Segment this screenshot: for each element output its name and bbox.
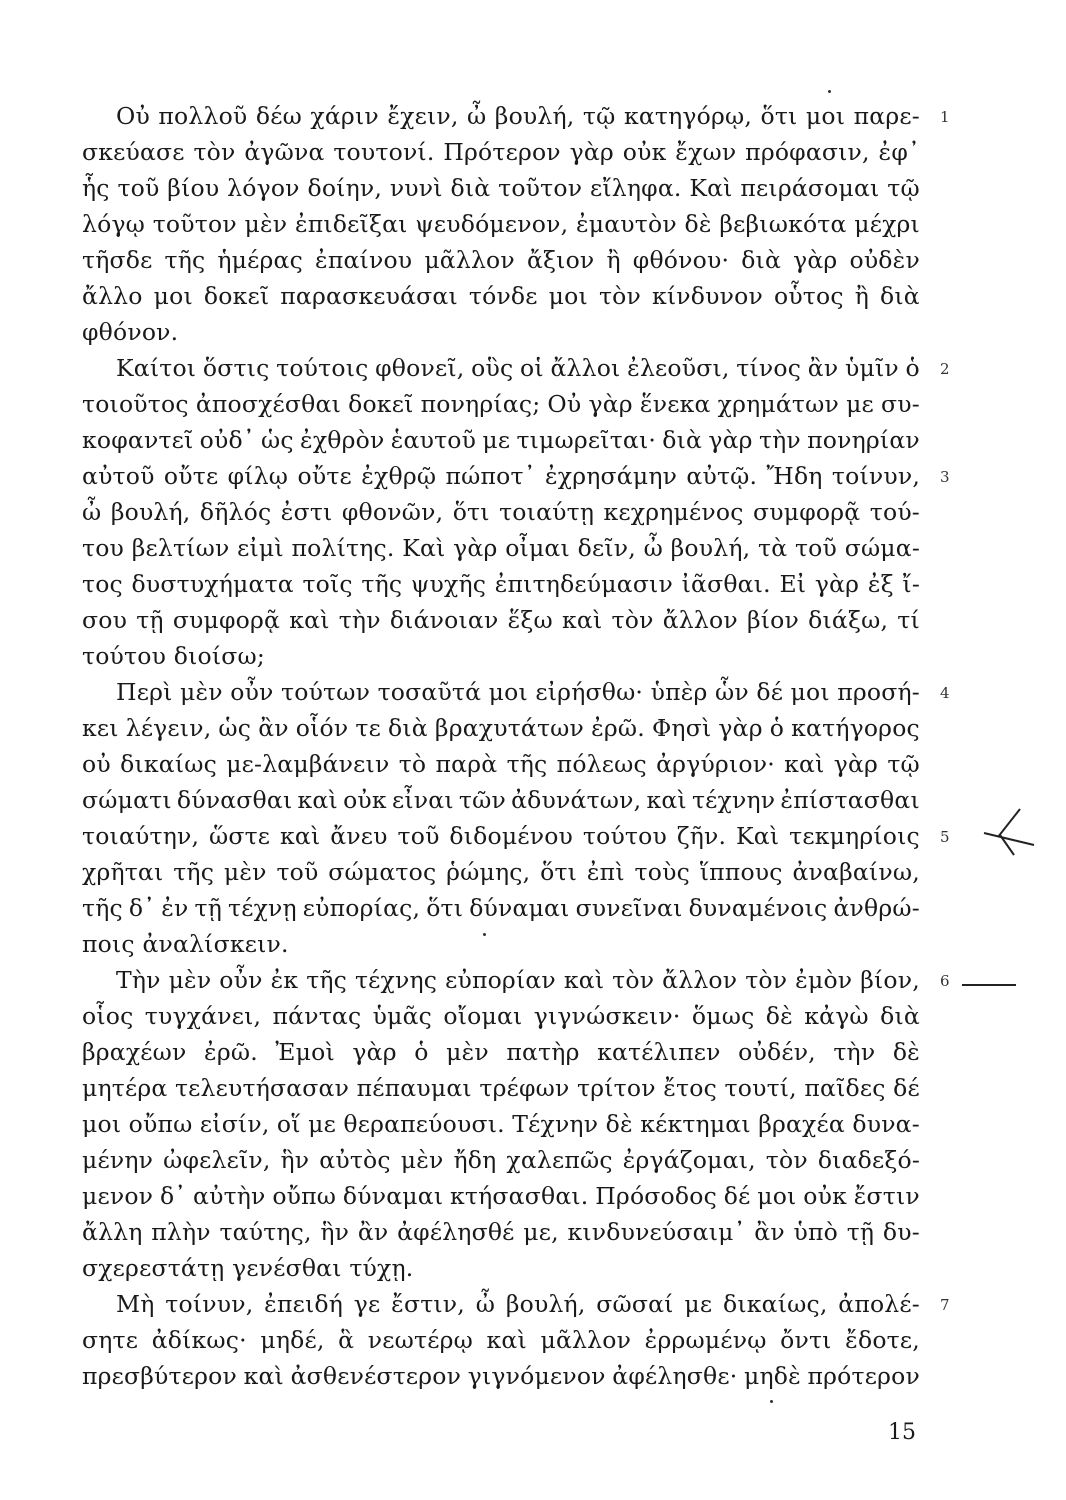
text-line: σχερεστάτῃ γενέσθαι τύχῃ.: [82, 1254, 414, 1282]
text-line: μοι οὔπω εἰσίν, οἵ με θεραπεύουσι. Τέχνην δὲ κέκτημαι βραχέα δυνα-: [82, 1110, 920, 1138]
handwritten-cross-mark: [980, 805, 1040, 865]
page-number: 15: [888, 1420, 916, 1445]
greek-text-body: [82, 98, 920, 1394]
section-number-7: 7: [940, 1296, 950, 1314]
section-number-4: 4: [940, 684, 950, 702]
section-number-6: 6: [940, 972, 950, 990]
text-line: μένην ὠφελεῖν, ἣν αὐτὸς μὲν ἤδη χαλεπῶς ἐργάζομαι, τὸν διαδεξό-: [82, 1146, 920, 1174]
text-line: κει λέγειν, ὡς ἂν οἷόν τε διὰ βραχυτάτων ἐρῶ. Φησὶ γὰρ ὁ κατήγορος: [82, 714, 920, 742]
text-line: μητέρα τελευτήσασαν πέπαυμαι τρέφων τρίτον ἔτος τουτί, παῖδες δέ: [82, 1074, 920, 1102]
text-line: τούτου διοίσω;: [82, 642, 265, 670]
text-line: ποις ἀναλίσκειν.: [82, 930, 289, 958]
text-line: Τὴν μὲν οὖν ἐκ τῆς τέχνης εὐπορίαν καὶ τὸν ἄλλον τὸν ἐμὸν βίον,: [116, 966, 920, 994]
section-number-2: 2: [940, 360, 950, 378]
section-number-1: 1: [940, 108, 950, 126]
speck: [483, 933, 486, 936]
text-line: τος δυστυχήματα τοῖς τῆς ψυχῆς ἐπιτηδεύμασιν ἰᾶσθαι. Εἰ γὰρ ἐξ ἴ-: [82, 570, 920, 598]
text-line: τῆς δ᾽ ἐν τῇ τέχνῃ εὐπορίας, ὅτι δύναμαι συνεῖναι δυναμένοις ἀνθρώ-: [82, 894, 920, 922]
text-line: τοιοῦτος ἀποσχέσθαι δοκεῖ πονηρίας; Οὐ γὰρ ἕνεκα χρημάτων με συ-: [82, 390, 920, 418]
text-line: μενον δ᾽ αὐτὴν οὔπω δύναμαι κτήσασθαι. Πρόσοδος δέ μοι οὐκ ἔστιν: [82, 1182, 920, 1210]
handwritten-dash-mark: [962, 984, 1016, 986]
speck: [770, 1400, 773, 1403]
text-line: πρεσβύτερον καὶ ἀσθενέστερον γιγνόμενον ἀφέλησθε· μηδὲ πρότερον: [82, 1362, 920, 1390]
section-number-5: 5: [940, 828, 950, 846]
section-number-3: 3: [940, 468, 950, 486]
text-line: οἷος τυγχάνει, πάντας ὑμᾶς οἴομαι γιγνώσκειν· ὅμως δὲ κἀγὼ διὰ: [82, 1002, 920, 1030]
text-line: Οὐ πολλοῦ δέω χάριν ἔχειν, ὦ βουλή, τῷ κατηγόρῳ, ὅτι μοι παρε-: [116, 102, 920, 130]
text-line: ἄλλη πλὴν ταύτης, ἣν ἂν ἀφέλησθέ με, κινδυνεύσαιμ᾽ ἂν ὑπὸ τῇ δυ-: [82, 1218, 920, 1246]
text-line: Μὴ τοίνυν, ἐπειδή γε ἔστιν, ὦ βουλή, σῶσαί με δικαίως, ἀπολέ-: [116, 1290, 920, 1318]
text-line: σητε ἀδίκως· μηδέ, ἃ νεωτέρῳ καὶ μᾶλλον ἐρρωμένῳ ὄντι ἔδοτε,: [82, 1326, 920, 1354]
text-line: σώματι δύνασθαι καὶ οὐκ εἶναι τῶν ἀδυνάτων, καὶ τέχνην ἐπίστασθαι: [82, 786, 920, 814]
text-line: ἄλλο μοι δοκεῖ παρασκευάσαι τόνδε μοι τὸν κίνδυνον οὗτος ἢ διὰ: [82, 282, 920, 310]
text-line: Περὶ μὲν οὖν τούτων τοσαῦτά μοι εἰρήσθω· ὑπὲρ ὧν δέ μοι προσή-: [116, 678, 920, 706]
text-line: ὦ βουλή, δῆλός ἐστι φθονῶν, ὅτι τοιαύτῃ κεχρημένος συμφορᾷ τού-: [82, 498, 920, 526]
text-line: φθόνον.: [82, 318, 179, 346]
text-line: του βελτίων εἰμὶ πολίτης. Καὶ γὰρ οἶμαι δεῖν, ὦ βουλή, τὰ τοῦ σώμα-: [82, 534, 920, 562]
text-line: τῆσδε τῆς ἡμέρας ἐπαίνου μᾶλλον ἄξιον ἢ φθόνου· διὰ γὰρ οὐδὲν: [82, 246, 920, 274]
text-line: οὐ δικαίως με-λαμβάνειν τὸ παρὰ τῆς πόλεως ἀργύριον· καὶ γὰρ τῷ: [82, 750, 920, 778]
text-line: σου τῇ συμφορᾷ καὶ τὴν διάνοιαν ἕξω καὶ τὸν ἄλλον βίον διάξω, τί: [82, 606, 920, 634]
speck: [828, 90, 831, 93]
text-line: βραχέων ἐρῶ. Ἐμοὶ γὰρ ὁ μὲν πατὴρ κατέλιπεν οὐδέν, τὴν δὲ: [82, 1038, 920, 1066]
text-line: κοφαντεῖ οὐδ᾽ ὡς ἐχθρὸν ἑαυτοῦ με τιμωρεῖται· διὰ γὰρ τὴν πονηρίαν: [82, 426, 920, 454]
text-line: τοιαύτην, ὥστε καὶ ἄνευ τοῦ διδομένου τούτου ζῆν. Καὶ τεκμηρίοις: [82, 822, 920, 850]
text-line: λόγῳ τοῦτον μὲν ἐπιδεῖξαι ψευδόμενον, ἐμαυτὸν δὲ βεβιωκότα μέχρι: [82, 210, 920, 238]
text-line: σκεύασε τὸν ἀγῶνα τουτονί. Πρότερον γὰρ οὐκ ἔχων πρόφασιν, ἐφ᾽: [82, 138, 920, 166]
text-line: Καίτοι ὅστις τούτοις φθονεῖ, οὓς οἱ ἄλλοι ἐλεοῦσι, τίνος ἂν ὑμῖν ὁ: [116, 354, 920, 382]
text-line: ἧς τοῦ βίου λόγον δοίην, νυνὶ διὰ τοῦτον εἴληφα. Καὶ πειράσομαι τῷ: [82, 174, 920, 202]
text-line: αὐτοῦ οὔτε φίλῳ οὔτε ἐχθρῷ πώποτ᾽ ἐχρησάμην αὐτῷ. Ἤδη τοίνυν,: [82, 462, 920, 490]
text-line: χρῆται τῆς μὲν τοῦ σώματος ῥώμης, ὅτι ἐπὶ τοὺς ἵππους ἀναβαίνω,: [82, 858, 920, 886]
